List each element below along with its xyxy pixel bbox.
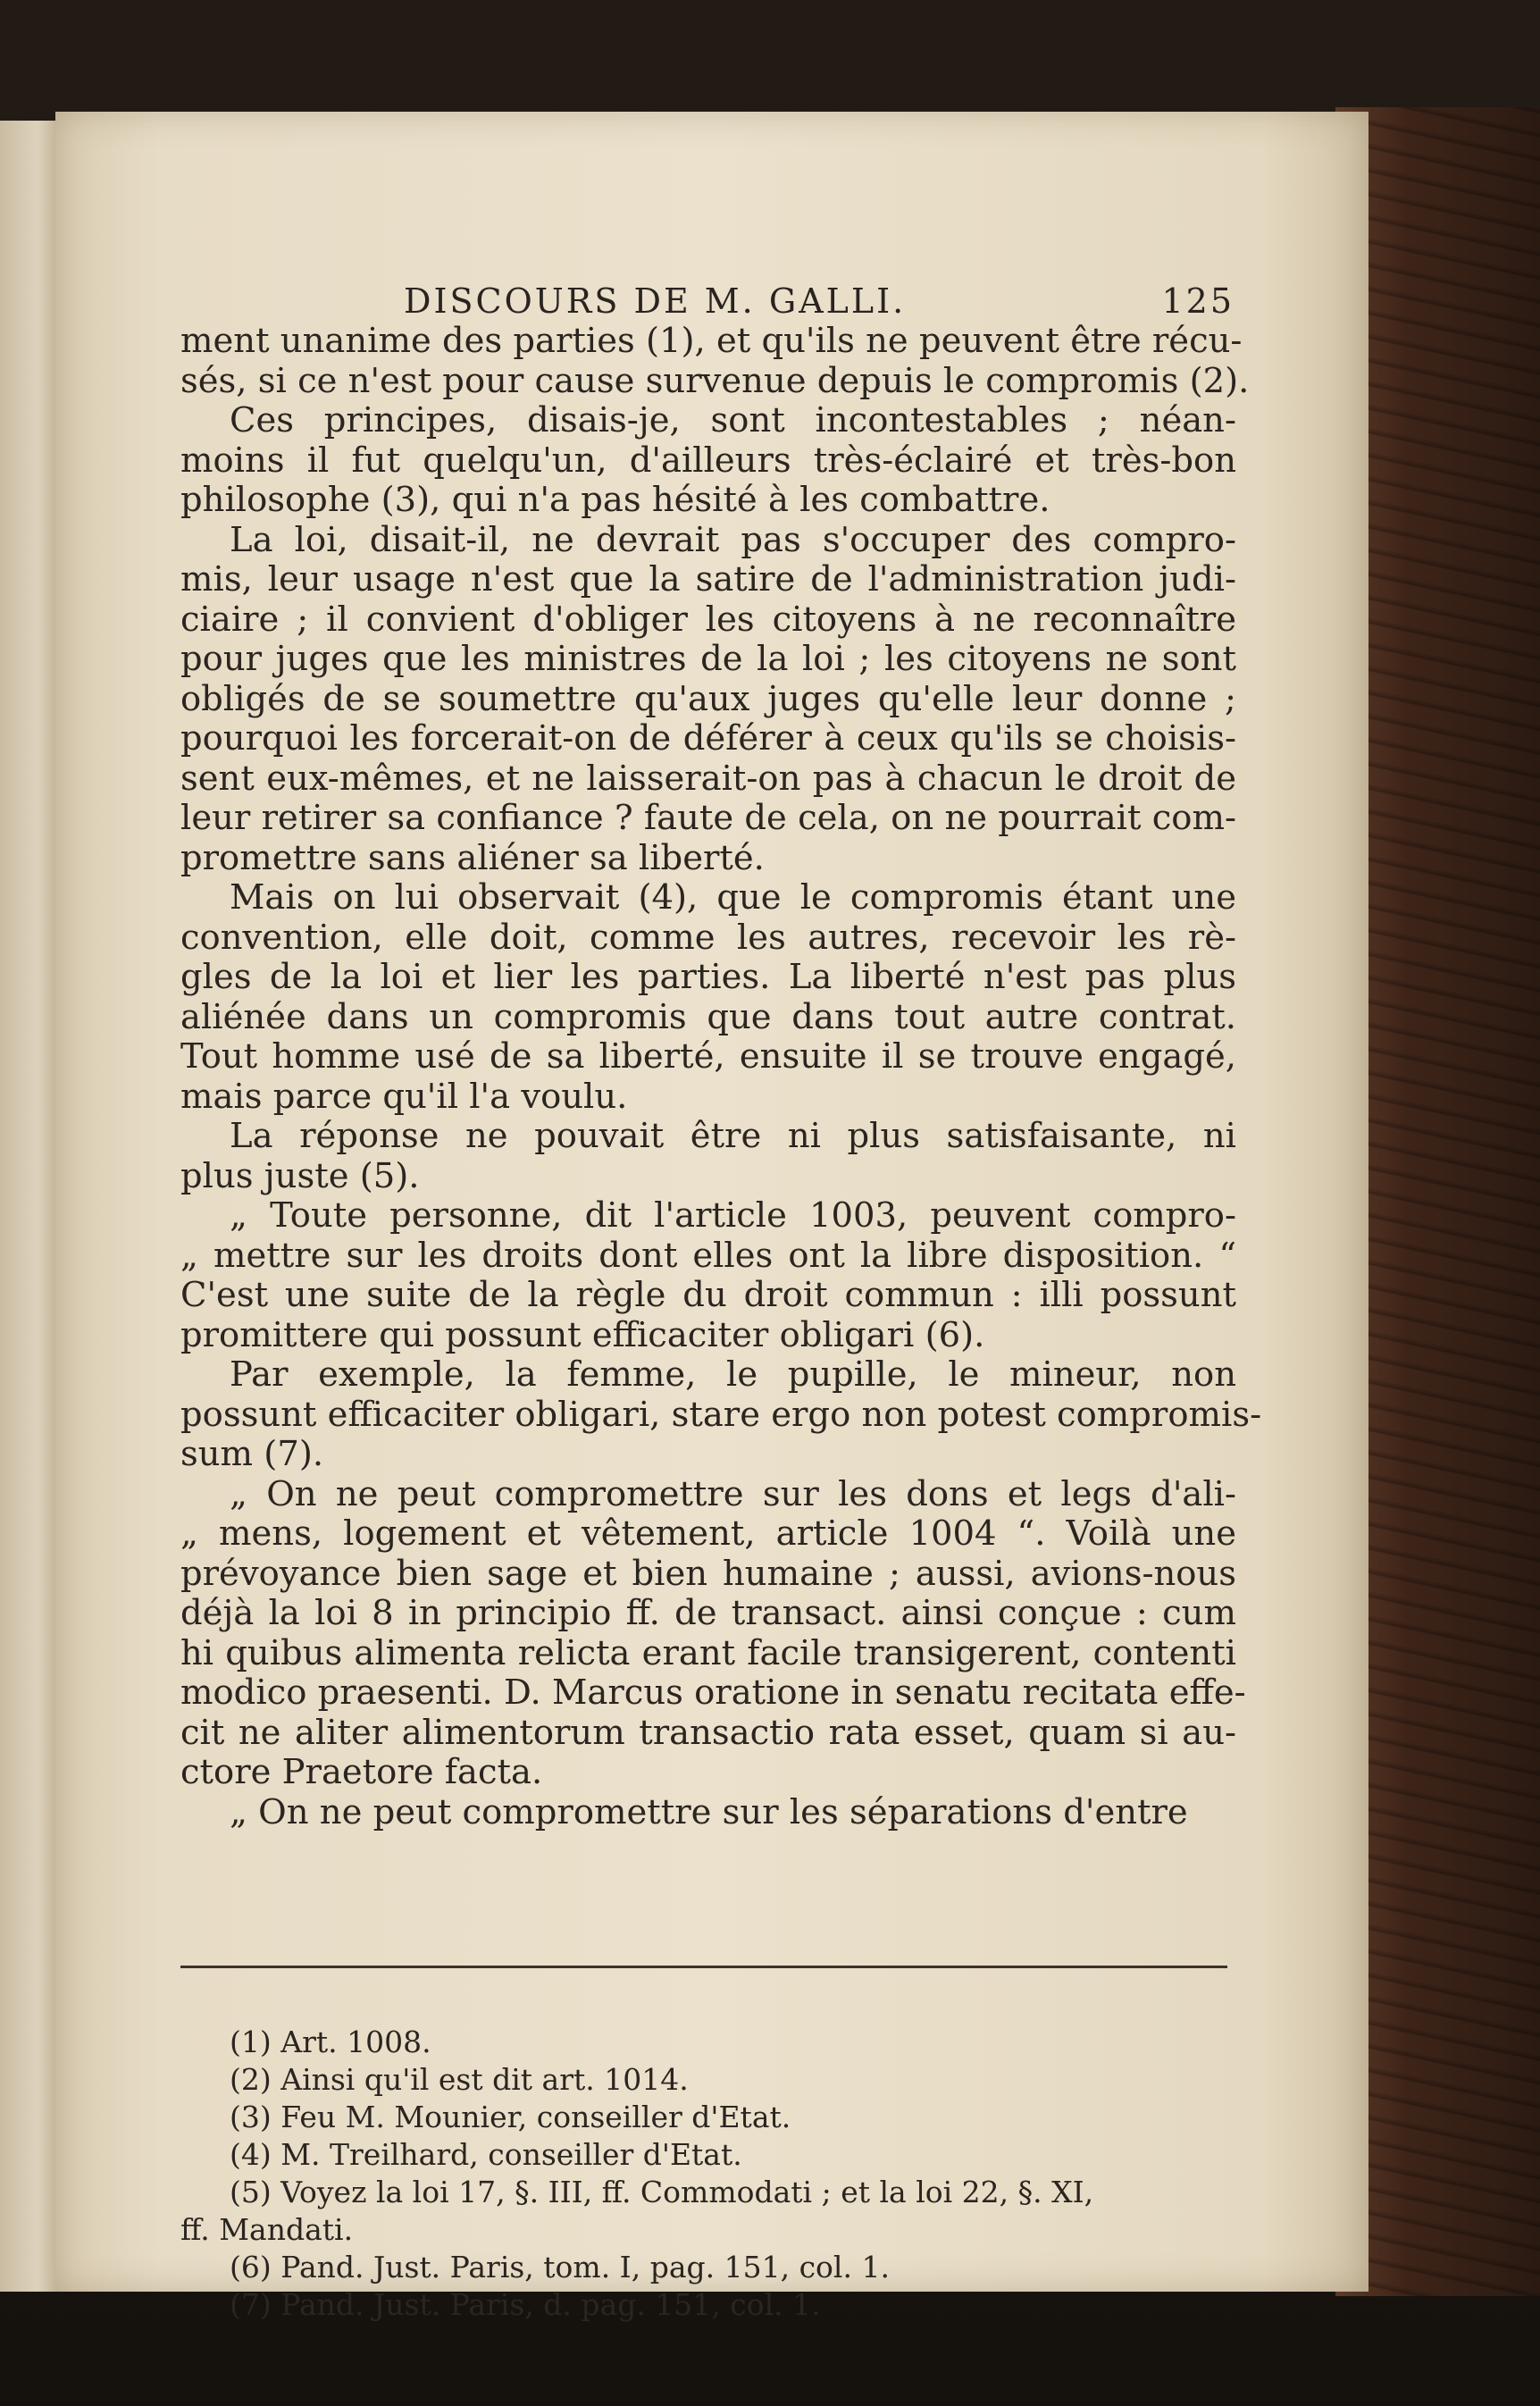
page-number: 125 <box>1161 281 1235 321</box>
text-line: sent eux-mêmes, et ne laisserait-on pas à chacun le droit de <box>180 758 1236 799</box>
main-text <box>180 321 1262 1832</box>
footnote: (3) Feu M. Mounier, conseiller d'Etat. <box>230 2100 791 2134</box>
text-line: promittere qui possunt efficaciter obligari (6). <box>180 1314 985 1355</box>
book-page <box>55 112 1368 2322</box>
footnotes <box>180 2024 1235 2324</box>
footnote: ff. Mandati. <box>180 2212 354 2247</box>
footnote: (4) M. Treilhard, conseiller d'Etat. <box>230 2137 742 2172</box>
text-line: La réponse ne pouvait être ni plus satisfaisante, ni <box>230 1116 1236 1156</box>
text-line: sés, si ce n'est pour cause survenue depuis le compromis (2). <box>180 360 1250 401</box>
text-line: obligés de se soumettre qu'aux juges qu'elle leur donne ; <box>180 678 1236 719</box>
footnote: (5) Voyez la loi 17, §. III, ff. Commodati ; et la loi 22, §. XI, <box>230 2175 1094 2209</box>
text-line: „ Toute personne, dit l'article 1003, peuvent compro- <box>230 1195 1236 1236</box>
text-line: „ On ne peut compromettre sur les séparations d'entre <box>230 1791 1188 1832</box>
text-line: leur retirer sa confiance ? faute de cela, on ne pourrait com- <box>180 798 1236 838</box>
text-line: Mais on lui observait (4), que le compromis étant une <box>230 877 1236 918</box>
text-line: gles de la loi et lier les parties. La liberté n'est pas plus <box>180 957 1236 997</box>
text-line: hi quibus alimenta relicta erant facile transigerent, contenti <box>180 1632 1236 1673</box>
text-line: „ mettre sur les droits dont elles ont la libre disposition. “ <box>180 1235 1236 1276</box>
text-line: pourquoi les forcerait-on de déférer à ceux qu'ils se choisis- <box>180 718 1236 759</box>
text-line: ment unanime des parties (1), et qu'ils ne peuvent être récu- <box>180 321 1243 361</box>
footnote-rule <box>180 1966 1227 1968</box>
text-line: sum (7). <box>180 1434 324 1474</box>
footnote: (1) Art. 1008. <box>230 2025 431 2059</box>
text-line: „ On ne peut compromettre sur les dons et legs d'ali- <box>230 1473 1236 1514</box>
left-page-edge <box>0 121 63 2292</box>
text-line: prévoyance bien sage et bien humaine ; aussi, avions-nous <box>180 1553 1236 1594</box>
running-title: DISCOURS DE M. GALLI. <box>404 281 907 321</box>
text-line: moins il fut quelqu'un, d'ailleurs très-éclairé et très-bon <box>180 440 1236 481</box>
text-line: cit ne aliter alimentorum transactio rata esset, quam si au- <box>180 1712 1236 1753</box>
text-line: promettre sans aliéner sa liberté. <box>180 837 765 878</box>
text-line: déjà la loi 8 in principio ff. de transact. ainsi conçue : cum <box>180 1593 1236 1633</box>
text-line: C'est une suite de la règle du droit commun : illi possunt <box>180 1275 1236 1315</box>
text-line: Tout homme usé de sa liberté, ensuite il se trouve engagé, <box>180 1036 1236 1077</box>
text-line: philosophe (3), qui n'a pas hésité à les combattre. <box>180 480 1050 520</box>
text-line: ciaire ; il convient d'obliger les citoyens à ne reconnaître <box>180 599 1236 640</box>
text-line: mis, leur usage n'est que la satire de l'administration judi- <box>180 559 1236 599</box>
text-line: modico praesenti. D. Marcus oratione in senatu recitata effe- <box>180 1672 1246 1713</box>
text-line: plus juste (5). <box>180 1155 420 1196</box>
text-line: Ces principes, disais-je, sont incontestables ; néan- <box>230 400 1236 440</box>
text-line: La loi, disait-il, ne devrait pas s'occuper des compro- <box>230 519 1236 560</box>
footnote: (7) Pand. Just. Paris, d. pag. 151, col. 1. <box>230 2287 821 2322</box>
text-line: aliénée dans un compromis que dans tout autre contrat. <box>180 996 1236 1037</box>
footnote: (6) Pand. Just. Paris, tom. I, pag. 151, col. 1. <box>230 2250 890 2284</box>
text-line: ctore Praetore facta. <box>180 1752 543 1792</box>
text-line: possunt efficaciter obligari, stare ergo non potest compromis- <box>180 1394 1262 1435</box>
text-line: pour juges que les ministres de la loi ; les citoyens ne sont <box>180 639 1236 679</box>
text-line: mais parce qu'il l'a voulu. <box>180 1076 628 1117</box>
footnote: (2) Ainsi qu'il est dit art. 1014. <box>230 2062 689 2097</box>
text-line: „ mens, logement et vêtement, article 1004 “. Voilà une <box>180 1513 1236 1554</box>
text-line: Par exemple, la femme, le pupille, le mineur, non <box>230 1354 1236 1395</box>
text-line: convention, elle doit, comme les autres, recevoir les rè- <box>180 917 1236 958</box>
